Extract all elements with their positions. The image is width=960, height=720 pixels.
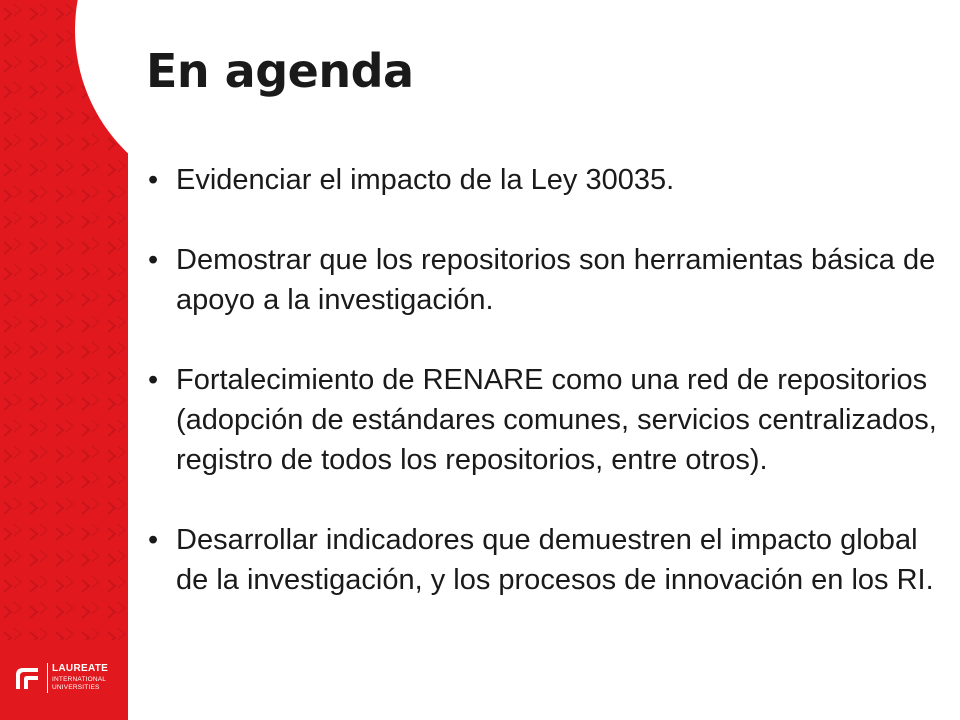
logo-subline-2: UNIVERSITIES	[52, 684, 100, 691]
logo-name: LAUREATE	[52, 663, 109, 674]
agenda-item	[146, 160, 946, 200]
agenda-item	[146, 360, 946, 480]
bullet-marker: •	[148, 244, 159, 276]
agenda-item	[146, 240, 946, 320]
laureate-mark-icon	[14, 665, 40, 691]
agenda-item-text: Demostrar que los repositorios son herramientas básica de apoyo a la investigación.	[176, 244, 936, 316]
agenda-item-text: Desarrollar indicadores que demuestren el impacto global de la investigación, y los procesos de innovación en los RI.	[176, 524, 934, 596]
agenda-item	[146, 520, 946, 600]
logo-subline-1: INTERNATIONAL	[52, 676, 107, 683]
slide-title: En agenda	[146, 44, 414, 98]
logo-divider	[47, 663, 48, 693]
agenda-item-text: Fortalecimiento de RENARE como una red de repositorios (adopción de estándares comunes, servicios centralizados, registro de todos los repositorios, entre otros).	[176, 364, 937, 476]
agenda-list	[146, 160, 946, 600]
bullet-marker: •	[148, 524, 159, 556]
laureate-logo	[14, 661, 124, 695]
side-accent-band	[0, 0, 128, 720]
bullet-marker: •	[148, 164, 159, 196]
bullet-marker: •	[148, 364, 159, 396]
agenda-item-text: Evidenciar el impacto de la Ley 30035.	[176, 164, 675, 196]
